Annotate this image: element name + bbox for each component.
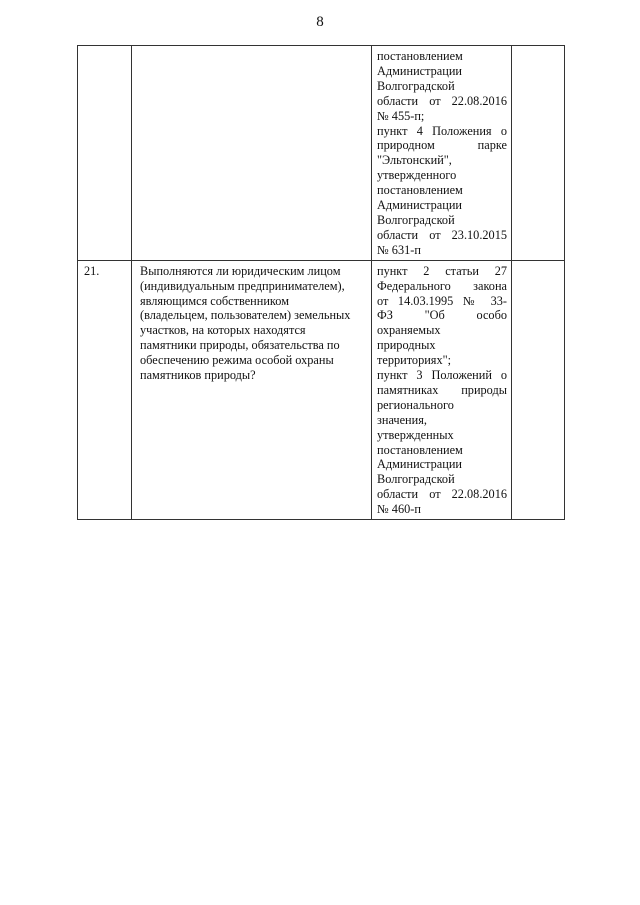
legal-reference-line: № 455-п; xyxy=(377,108,425,123)
legal-reference-cell xyxy=(372,46,512,261)
legal-reference-line: охраняемых xyxy=(377,323,441,338)
question-text-line: Выполняются ли юридическим лицом xyxy=(140,263,341,278)
answer-cell xyxy=(512,46,565,261)
legal-reference-line: постановлением xyxy=(377,49,463,63)
legal-reference-line: Федерального закона xyxy=(377,278,507,293)
legal-reference-line: регионального xyxy=(377,397,454,412)
legal-reference-line: утвержденных xyxy=(377,427,454,442)
legal-reference-line: пункт 4 Положения о xyxy=(377,123,507,138)
legal-reference-line: Волгоградской xyxy=(377,212,455,227)
question-text-line: (владельцем, пользователем) земельных xyxy=(140,308,351,323)
legal-reference-line: № 631-п xyxy=(377,242,421,257)
legal-reference-line: от 14.03.1995 № 33- xyxy=(377,293,507,308)
legal-reference-line: природном парке xyxy=(377,138,507,153)
legal-reference-line: Администрации xyxy=(377,198,462,213)
legal-reference-line: Администрации xyxy=(377,63,462,78)
legal-reference-line: Волгоградской xyxy=(377,78,455,93)
question-text-line: (индивидуальным предпринимателем), xyxy=(140,278,345,293)
legal-reference-line: памятниках природы xyxy=(377,382,507,397)
legal-reference-line: № 460-п xyxy=(377,502,421,517)
legal-reference-line: территориях"; xyxy=(377,353,452,368)
table-row xyxy=(78,46,565,261)
legal-reference-line: области от 23.10.2015 xyxy=(377,227,507,242)
row-number-cell: 21. xyxy=(78,260,132,519)
legal-reference-line: пункт 2 статьи 27 xyxy=(377,263,507,278)
answer-cell xyxy=(512,260,565,519)
legal-reference-line: Волгоградской xyxy=(377,472,455,487)
legal-reference-line: природных xyxy=(377,338,436,353)
legal-reference-line: пункт 3 Положений о xyxy=(377,368,507,383)
legal-reference-line: утвержденного xyxy=(377,168,457,183)
question-cell xyxy=(132,260,372,519)
page-number: 8 xyxy=(316,14,324,30)
legal-reference-cell xyxy=(372,260,512,519)
legal-reference-line: значения, xyxy=(377,412,427,427)
table-body xyxy=(78,46,565,520)
table-row xyxy=(78,260,565,519)
row-number-cell xyxy=(78,46,132,261)
legal-reference-line: "Эльтонский", xyxy=(377,153,452,168)
inspection-checklist-table xyxy=(77,45,565,520)
legal-reference-line: Администрации xyxy=(377,457,462,472)
legal-reference-line: ФЗ "Об особо xyxy=(377,308,507,323)
legal-reference-line: постановлением xyxy=(377,442,463,457)
question-text-line: участков, на которых находятся xyxy=(140,323,306,338)
question-text-line: обеспечению режима особой охраны xyxy=(140,353,334,368)
question-text-line: являющимся собственником xyxy=(140,293,289,308)
legal-reference-line: области от 22.08.2016 xyxy=(377,93,507,108)
legal-reference-line: области от 22.08.2016 xyxy=(377,487,507,502)
question-text-line: памятники природы, обязательства по xyxy=(140,338,340,353)
question-cell xyxy=(132,46,372,261)
legal-reference-line: постановлением xyxy=(377,183,463,198)
question-text-line: памятников природы? xyxy=(140,368,256,383)
